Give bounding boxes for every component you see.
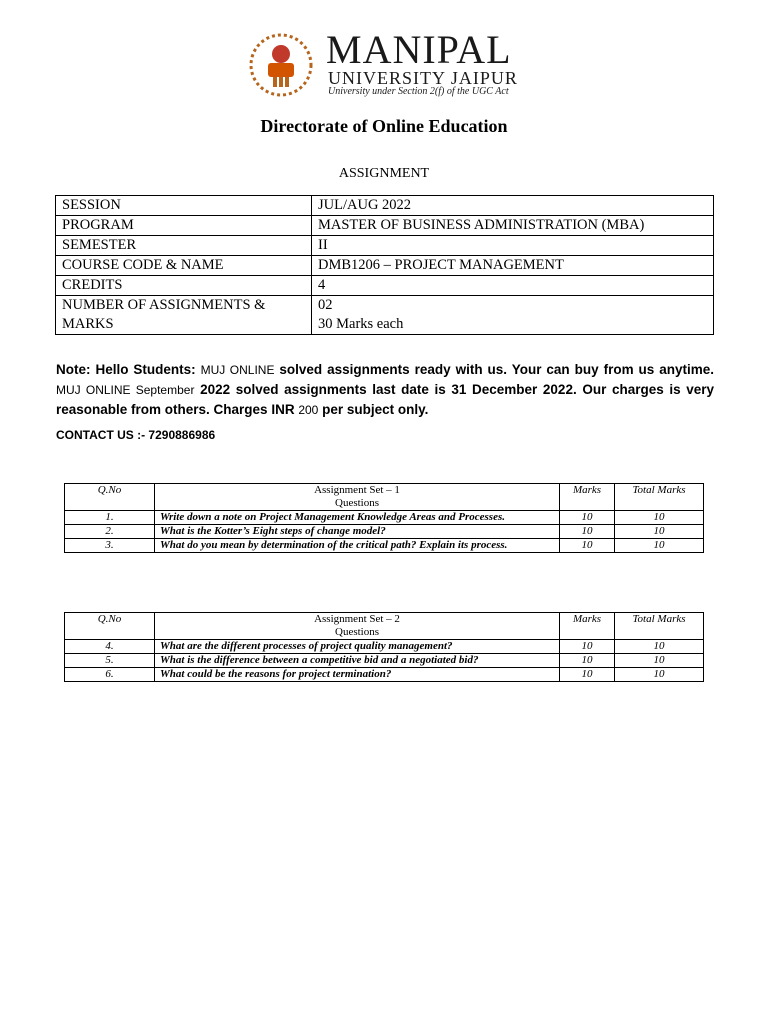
question-text: What could be the reasons for project termination? xyxy=(155,668,560,682)
info-value: DMB1206 – PROJECT MANAGEMENT xyxy=(312,256,714,276)
question-marks: 10 xyxy=(560,511,615,525)
info-value: II xyxy=(312,236,714,256)
table-row xyxy=(65,539,704,553)
table-row xyxy=(56,256,714,276)
info-key: SEMESTER xyxy=(56,236,312,256)
header-qno: Q.No xyxy=(65,613,155,640)
assignment-set-1-table xyxy=(64,483,704,553)
header-marks: Marks xyxy=(560,484,615,511)
info-value: JUL/AUG 2022 xyxy=(312,196,714,216)
question-text: What are the different processes of project quality management? xyxy=(155,640,560,654)
table-row xyxy=(56,276,714,296)
table-row xyxy=(65,654,704,668)
question-text: What is the difference between a competitive bid and a negotiated bid? xyxy=(155,654,560,668)
info-value: MASTER OF BUSINESS ADMINISTRATION (MBA) xyxy=(312,216,714,236)
info-key: PROGRAM xyxy=(56,216,312,236)
info-value-line1: 02 xyxy=(318,297,333,313)
question-total: 10 xyxy=(615,654,704,668)
question-number: 4. xyxy=(65,640,155,654)
contact-line: CONTACT US :- 7290886986 xyxy=(56,428,216,442)
header-questions-label: Questions xyxy=(335,626,379,638)
header-questions xyxy=(155,613,560,640)
question-total: 10 xyxy=(615,640,704,654)
logo-title: MANIPAL xyxy=(326,27,512,72)
question-number: 2. xyxy=(65,525,155,539)
table-header-row xyxy=(65,484,704,511)
question-total: 10 xyxy=(615,668,704,682)
question-marks: 10 xyxy=(560,668,615,682)
question-number: 6. xyxy=(65,668,155,682)
table-row xyxy=(56,216,714,236)
question-number: 1. xyxy=(65,511,155,525)
table-row xyxy=(65,511,704,525)
logo-tagline: University under Section 2(f) of the UGC Act xyxy=(328,86,509,97)
info-key-line1: NUMBER OF ASSIGNMENTS & xyxy=(62,297,266,313)
info-key xyxy=(56,296,312,335)
header-marks: Marks xyxy=(560,613,615,640)
logo-subtitle: UNIVERSITY JAIPUR xyxy=(328,68,518,88)
question-number: 5. xyxy=(65,654,155,668)
question-total: 10 xyxy=(615,539,704,553)
header-set-title: Assignment Set – 1 xyxy=(314,484,400,496)
question-total: 10 xyxy=(615,525,704,539)
header-questions-label: Questions xyxy=(335,497,379,509)
note-price: 200 xyxy=(298,403,319,417)
note-brand: MUJ ONLINE September xyxy=(56,383,195,397)
note-brand: MUJ ONLINE xyxy=(200,363,275,377)
info-value-line2: 30 Marks each xyxy=(318,316,404,332)
note-text: 2022 solved assignments last date is 31 December 2022. Our charges is very reasonable from others. Charges INR xyxy=(56,382,714,417)
question-text: What do you mean by determination of the critical path? Explain its process. xyxy=(155,539,560,553)
table-row xyxy=(56,236,714,256)
university-emblem-icon xyxy=(248,30,314,100)
table-row xyxy=(65,668,704,682)
table-row xyxy=(65,640,704,654)
info-key: COURSE CODE & NAME xyxy=(56,256,312,276)
question-marks: 10 xyxy=(560,539,615,553)
info-key: CREDITS xyxy=(56,276,312,296)
note-paragraph xyxy=(56,360,714,420)
question-number: 3. xyxy=(65,539,155,553)
question-marks: 10 xyxy=(560,525,615,539)
header-questions xyxy=(155,484,560,511)
note-text: per subject only. xyxy=(318,402,429,417)
info-value xyxy=(312,296,714,335)
university-logo xyxy=(248,27,538,100)
note-text: solved assignments ready with us. Your can buy from us anytime. xyxy=(274,362,714,377)
course-info-table xyxy=(55,195,714,335)
question-text: Write down a note on Project Management Knowledge Areas and Processes. xyxy=(155,511,560,525)
question-marks: 10 xyxy=(560,640,615,654)
header-total-marks: Total Marks xyxy=(615,484,704,511)
directorate-title: Directorate of Online Education xyxy=(260,116,508,136)
info-key: SESSION xyxy=(56,196,312,216)
question-marks: 10 xyxy=(560,654,615,668)
question-total: 10 xyxy=(615,511,704,525)
header-set-title: Assignment Set – 2 xyxy=(314,613,400,625)
table-row xyxy=(56,296,714,335)
table-header-row xyxy=(65,613,704,640)
header-qno: Q.No xyxy=(65,484,155,511)
assignment-title: ASSIGNMENT xyxy=(338,166,430,181)
info-value: 4 xyxy=(312,276,714,296)
note-text: Note: Hello Students: xyxy=(56,362,201,377)
info-key-line2: MARKS xyxy=(62,316,114,332)
table-row xyxy=(65,525,704,539)
question-text: What is the Kotter’s Eight steps of change model? xyxy=(155,525,560,539)
header-total-marks: Total Marks xyxy=(615,613,704,640)
table-row xyxy=(56,196,714,216)
assignment-set-2-table xyxy=(64,612,704,682)
